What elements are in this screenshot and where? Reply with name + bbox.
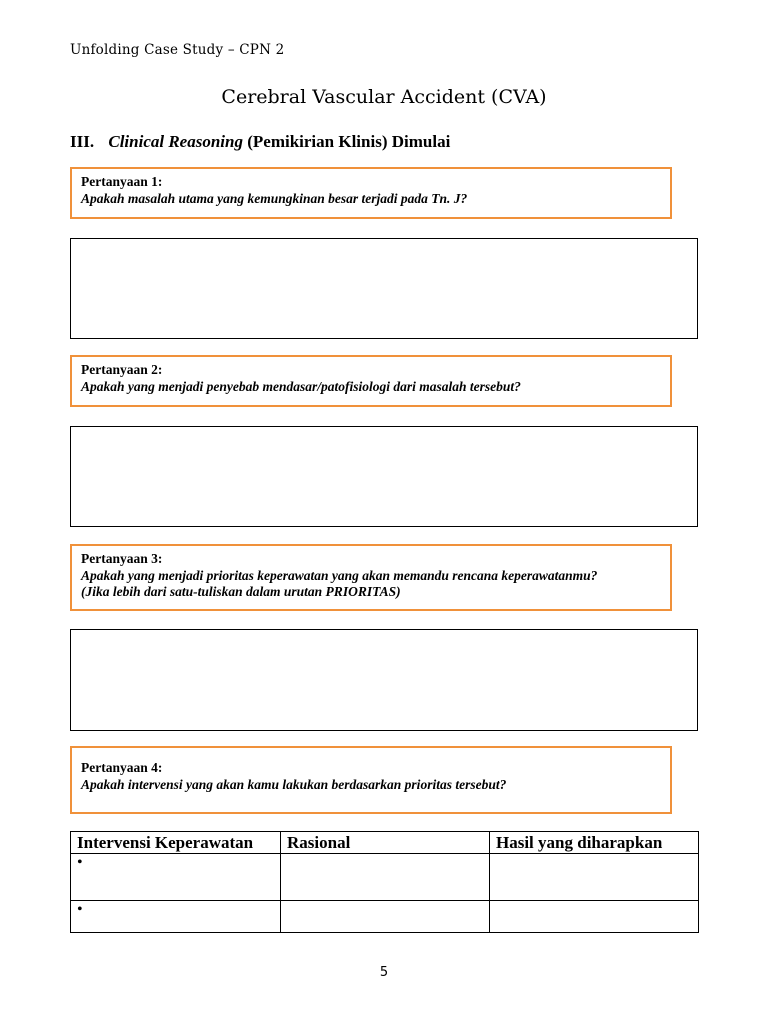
table-cell-expected-outcome[interactable] [490,854,699,901]
table-row [71,901,699,933]
question-box-3 [70,544,672,611]
running-head: Unfolding Case Study – CPN 2 [70,42,285,58]
question-label: Pertanyaan 1: [81,174,163,189]
question-label: Pertanyaan 3: [81,551,163,566]
bullet-marker: • [77,901,83,918]
column-header-intervention: Intervensi Keperawatan [71,832,281,854]
table-cell-intervention[interactable] [71,854,281,901]
question-text: Apakah masalah utama yang kemungkinan besar terjadi pada Tn. J? [81,190,468,206]
column-header-expected-outcome: Hasil yang diharapkan [490,832,699,854]
question-text: Apakah yang menjadi prioritas keperawatan yang akan memandu rencana keperawatanmu? [81,567,598,583]
question-box-1 [70,167,672,219]
question-text: Apakah yang menjadi penyebab mendasar/patofisiologi dari masalah tersebut? [81,378,521,394]
nursing-plan-table [70,831,699,933]
table-cell-expected-outcome[interactable] [490,901,699,933]
question-text: Apakah intervensi yang akan kamu lakukan berdasarkan prioritas tersebut? [81,776,507,792]
section-title-italic: Clinical Reasoning [108,132,243,151]
question-box-4 [70,746,672,814]
bullet-marker: • [77,854,83,871]
table-cell-rationale[interactable] [281,854,490,901]
table-cell-intervention[interactable] [71,901,281,933]
page-number: 5 [379,965,389,980]
question-label: Pertanyaan 2: [81,362,163,377]
question-note: (Jika lebih dari satu-tuliskan dalam urutan PRIORITAS) [81,584,401,599]
question-label: Pertanyaan 4: [81,760,163,775]
section-number: III. [70,132,95,151]
section-heading [70,132,450,152]
answer-box-1[interactable] [70,238,698,339]
answer-box-2[interactable] [70,426,698,527]
table-cell-rationale[interactable] [281,901,490,933]
column-header-rationale: Rasional [281,832,490,854]
question-box-2 [70,355,672,407]
table-row [71,854,699,901]
document-title: Cerebral Vascular Accident (CVA) [221,86,547,108]
section-title-rest: (Pemikirian Klinis) Dimulai [247,132,451,151]
table-header-row [71,832,699,854]
answer-box-3[interactable] [70,629,698,731]
